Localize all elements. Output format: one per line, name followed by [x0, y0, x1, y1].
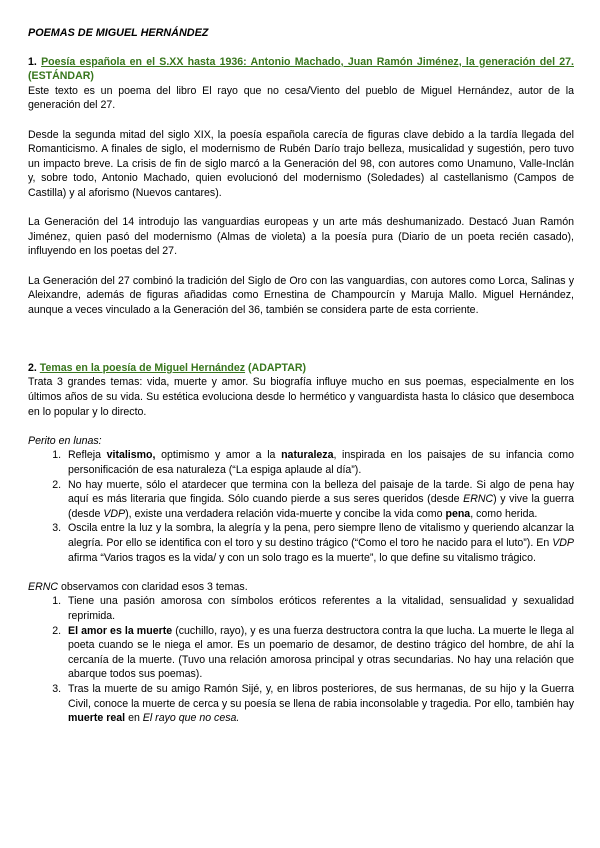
section-1-paragraph-3: La Generación del 14 introdujo las vanguardias europeas y un arte más deshumanizado. Destacó Juan Ramón Jiménez, quien pasó del modernismo (Almas de violeta) a la poesía pura (Diario de un poeta recién casado), influyendo en los poetas del 27. — [28, 216, 574, 258]
text-run-bold: pena — [445, 507, 471, 520]
ernc-text: observamos con claridad esos 3 temas. — [58, 580, 248, 593]
list-item — [64, 594, 574, 623]
ernc-label: ERNC — [28, 580, 59, 593]
section-2-tag: (ADAPTAR) — [248, 361, 307, 374]
text-run: , inspirada en los paisajes de su infancia como personificación de esa naturaleza (“La espiga aplaude al día”). — [68, 449, 574, 477]
list-item — [64, 682, 574, 726]
perito-label: Perito en lunas — [28, 434, 99, 447]
section-2-link[interactable]: Temas en la poesía de Miguel Hernández — [39, 361, 246, 374]
list-item — [64, 478, 574, 522]
section-2-intro: Trata 3 grandes temas: vida, muerte y amor. Su biografía influye mucho en sus poemas, especialmente en los últimos años de su vida. Su estética evoluciona desde lo hermético y vanguardista hasta lo clásico que desemboca en lo popular y lo directo. — [28, 376, 574, 418]
text-run: ) y vive la guerra (desde — [68, 493, 574, 520]
text-run: Tras la muerte de su amigo Ramón Sijé, y, en libros posteriores, de sus hermanas, de su hijo y la Guerra Civil, conoce la muerte de cerca y su poesía se llena de rabia inconsolable y tragedia. Por ello, también hay — [68, 682, 574, 710]
section-1-tag: (ESTÁNDAR) — [28, 70, 94, 83]
text-run: Tiene una pasión amorosa con símbolos eróticos referentes a la vitalidad, sensualidad y sexualidad reprimida. — [68, 595, 574, 622]
document-page — [28, 26, 574, 726]
section-1-link[interactable]: Poesía española en el S.XX hasta 1936: Antonio Machado, Juan Ramón Jiménez, la generación del 27. — [41, 55, 574, 68]
perito-colon: : — [98, 434, 102, 447]
text-run-bold: El amor es la muerte — [68, 624, 173, 637]
perito-heading — [28, 434, 574, 449]
document-title: POEMAS DE MIGUEL HERNÁNDEZ — [28, 27, 209, 39]
ernc-heading — [28, 580, 574, 595]
text-run: optimismo y amor a la — [155, 449, 282, 462]
list-item — [64, 521, 574, 565]
text-run: Oscila entre la luz y la sombra, la alegría y la pena, pero siempre lleno de vitalismo y queriendo alcanzar la alegría. Por ello se identifica con el toro y su destino trágico (“Como el toro he nacido para el luto”). En — [68, 522, 574, 549]
text-run-italic: ERNC — [463, 493, 494, 506]
text-run: ), existe una verdadera relación vida-muerte y concibe la vida como — [125, 507, 446, 520]
section-1-paragraph-2: Desde la segunda mitad del siglo XIX, la poesía española carecía de figuras clave debido a la tardía llegada del Romanticismo. A finales de siglo, el modernismo de Rubén Darío trajo belleza, musicalidad y sugestión, pero tuvo un impacto breve. La crisis de fin de siglo marcó a la Generación del 98, con autores como Unamuno, Valle-Inclán y, sobre todo, Antonio Machado, quien evolucionó del modernismo (Soledades) al castellanismo (Campos de Castilla) y al aforismo (Nuevos cantares). — [28, 128, 574, 199]
text-run-bold: vitalismo, — [106, 449, 156, 462]
section-1-heading — [28, 55, 574, 84]
section-1-number: 1. — [28, 55, 37, 68]
text-run: en — [125, 712, 143, 725]
text-run-italic: VDP — [103, 507, 126, 520]
text-run-bold: muerte real — [68, 712, 126, 725]
text-run: afirma “Varios tragos es la vida/ y con un solo trago es la muerte”, lo que define su vitalismo trágico. — [68, 551, 536, 564]
ernc-list — [28, 594, 574, 725]
list-item — [64, 624, 574, 682]
perito-list — [28, 448, 574, 565]
text-run: , como herida. — [470, 507, 538, 520]
section-1-paragraph-1: Este texto es un poema del libro El rayo que no cesa/Viento del pueblo de Miguel Hernández, autor de la generación del 27. — [28, 84, 574, 112]
text-run: (cuchillo, rayo), y es una fuerza destructora contra la que lucha. La muerte le llega al poeta cuando se le niega el amor. Es un poemario de desamor, de destino trágico del hombre, de ahí la cercanía de la muerte. (Tuvo una relación amorosa principal y otras secundarias. No hay una relación que abarque todos sus poemas). — [68, 624, 574, 681]
text-run-italic: El rayo que no cesa. — [142, 712, 240, 725]
text-run: Refleja — [68, 449, 107, 462]
section-2-number: 2. — [28, 361, 37, 374]
section-1-paragraph-4: La Generación del 27 combinó la tradición del Siglo de Oro con las vanguardias, con autores como Lorca, Salinas y Aleixandre, además de figuras añadidas como Ernestina de Champourcín y Maruja Mallo. Miguel Hernández, aunque a veces vinculado a la Generación del 36, también se considera parte de esta corriente. — [28, 274, 574, 316]
text-run: No hay muerte, sólo el atardecer que termina con la belleza del paisaje de la tarde. Si algo de pena hay aquí es más literaria que fingida. Sólo cuando pierde a sus seres queridos (desde — [68, 478, 574, 506]
text-run-bold: naturaleza — [281, 449, 334, 462]
text-run-italic: VDP — [552, 537, 574, 549]
section-2-heading — [28, 361, 574, 376]
list-item — [64, 448, 574, 477]
